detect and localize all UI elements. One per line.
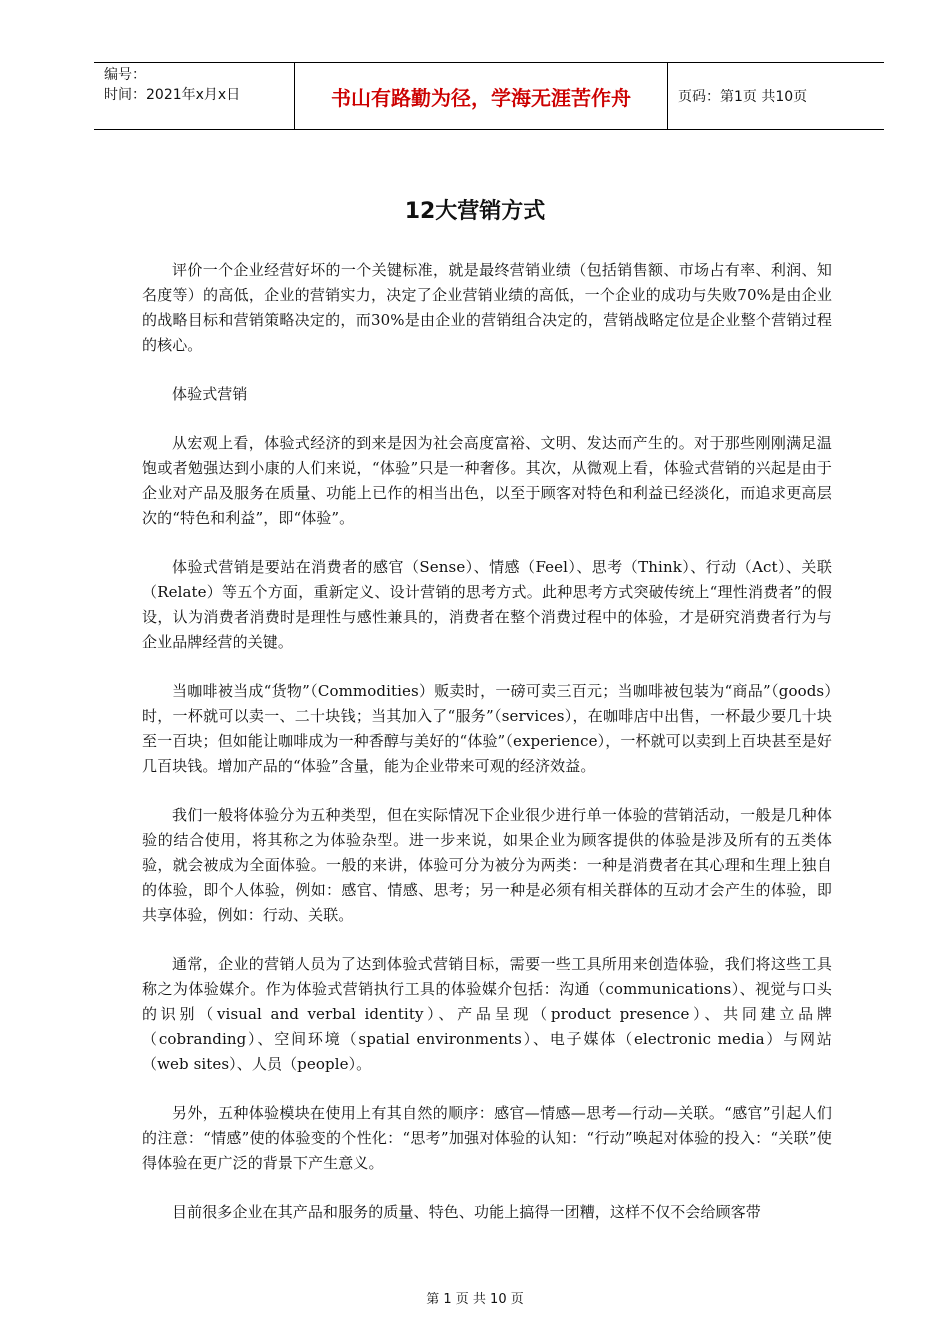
section-heading: 体验式营销 — [172, 385, 248, 403]
header-meta-cell — [94, 63, 295, 129]
document-title: 12大营销方式 — [404, 199, 546, 224]
body-paragraph: 体验式营销是要站在消费者的感官（Sense）、情感（Feel）、思考（Think）、行动（Act）、关联（Relate）等五个方面，重新定义、设计营销的思考方式。此种思考方式突破传统上“理性消费者”的假设，认为消费者消费时是理性与感性兼具的，消费者在整个消费过程中的体验，才是研究消费者行为与企业品牌经营的关键。 — [142, 558, 832, 651]
body-paragraph: 从宏观上看，体验式经济的到来是因为社会高度富裕、文明、发达而产生的。对于那些刚刚满足温饱或者勉强达到小康的人们来说，“体验”只是一种奢侈。其次，从微观上看，体验式营销的兴起是由于企业对产品及服务在质量、功能上已作的相当出色，以至于顾客对特色和利益已经淡化，而追求更高层次的“特色和利益”，即“体验”。 — [142, 434, 832, 527]
body-paragraph: 目前很多企业在其产品和服务的质量、特色、功能上搞得一团糟，这样不仅不会给顾客带 — [172, 1203, 761, 1221]
body-paragraph: 另外，五种体验模块在使用上有其自然的顺序：感官—情感—思考—行动—关联。“感官”引起人们的注意：“情感”使的体验变的个性化：“思考”加强对体验的认知：“行动”唤起对体验的投入：“关联”使得体验在更广泛的背景下产生意义。 — [142, 1104, 832, 1172]
body-paragraph: 当咖啡被当成“货物”（Commodities）贩卖时，一磅可卖三百元；当咖啡被包装为“商品”（goods）时，一杯就可以卖一、二十块钱；当其加入了“服务”（services），在咖啡店中出售，一杯最少要几十块至一百块；但如能让咖啡成为一种香醇与美好的“体验”（experience），一杯就可以卖到上百块甚至是好几百块钱。增加产品的“体验”含量，能为企业带来可观的经济效益。 — [142, 682, 832, 775]
body-paragraph: 我们一般将体验分为五种类型，但在实际情况下企业很少进行单一体验的营销活动，一般是几种体验的结合使用，将其称之为体验杂型。进一步来说，如果企业为顾客提供的体验是涉及所有的五类体验，就会被成为全面体验。一般的来讲，体验可分为被分为两类：一种是消费者在其心理和生理上独自的体验，即个人体验，例如：感官、情感、思考；另一种是必须有相关群体的互动才会产生的体验，即共享体验，例如：行动、关联。 — [142, 806, 832, 924]
header-page-info: 页码：第1页 共10页 — [678, 89, 808, 105]
document-time-label: 时间：2021年x月x日 — [104, 87, 241, 103]
document-body — [142, 258, 832, 1249]
body-paragraph: 评价一个企业经营好坏的一个关键标准，就是最终营销业绩（包括销售额、市场占有率、利润、知名度等）的高低，企业的营销实力，决定了企业营销业绩的高低，一个企业的成功与失败70%是由企业的战略目标和营销策略决定的，而30%是由企业的营销组合决定的，营销战略定位是企业整个营销过程的核心。 — [142, 261, 832, 354]
header-motto: 书山有路勤为径，学海无涯苦作舟 — [331, 85, 631, 110]
body-paragraph: 通常，企业的营销人员为了达到体验式营销目标，需要一些工具所用来创造体验，我们将这些工具称之为体验媒介。作为体验式营销执行工具的体验媒介包括：沟通（communications）、视觉与口头的识别（visual and verbal identity）、产品呈现（product presence）、共同建立品牌（cobranding）、空间环境（spatial environments）、电子媒体（electronic media）与网站（web sites）、人员（people）。 — [142, 955, 832, 1073]
document-number-label: 编号： — [104, 67, 146, 83]
page-header — [94, 62, 884, 130]
page-footer: 第 1 页 共 10 页 — [426, 1292, 524, 1307]
header-motto-cell — [295, 63, 668, 129]
header-page-cell — [668, 63, 884, 129]
